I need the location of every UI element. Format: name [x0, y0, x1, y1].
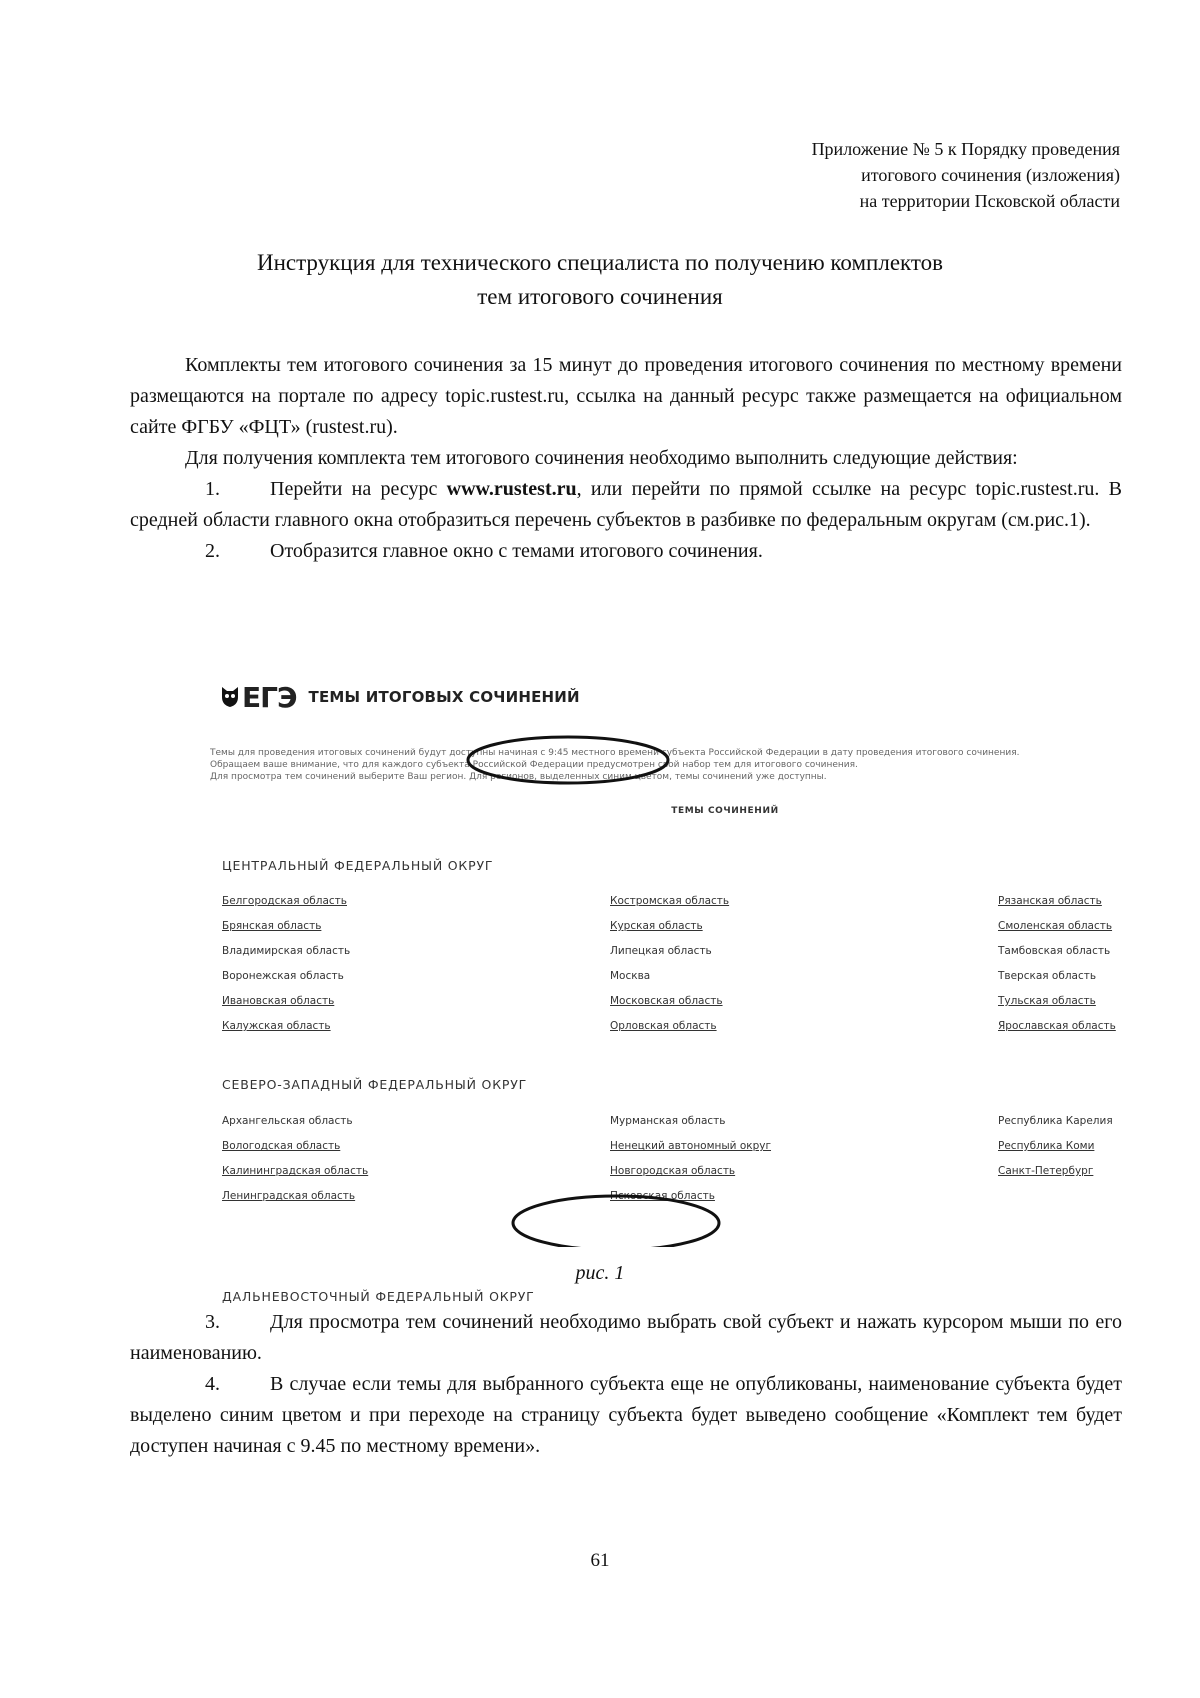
step-text: В случае если темы для выбранного субъекта еще не опубликованы, наименование субъекта будет выделено синим цветом и при переходе на страницу субъекта будет выведено сообщение «Комплект тем будет доступен начиная с 9.45 по местному времени».: [130, 1373, 1122, 1457]
step-number: 4.: [205, 1373, 220, 1395]
region-link[interactable]: Тульская область: [998, 995, 1096, 1007]
appendix-header: [600, 136, 1120, 214]
region-link[interactable]: Калужская область: [222, 1020, 331, 1032]
step-text: Отобразится главное окно с темами итогового сочинения.: [270, 540, 763, 562]
step-text-before: Перейти на ресурс: [270, 478, 447, 500]
region-link[interactable]: Брянская область: [222, 920, 322, 932]
appendix-line-1: Приложение № 5 к Порядку проведения: [811, 139, 1120, 159]
paragraph-actions: Для получения комплекта тем итогового сочинения необходимо выполнить следующие действия:: [185, 447, 1018, 469]
district-northwest: СЕВЕРО-ЗАПАДНЫЙ ФЕДЕРАЛЬНЫЙ ОКРУГ: [222, 1077, 528, 1092]
page-number: 61: [590, 1550, 610, 1571]
region-link[interactable]: Санкт-Петербург: [998, 1165, 1094, 1177]
body-section-bottom: [130, 1307, 1122, 1462]
site-title: ТЕМЫ ИТОГОВЫХ СОЧИНЕНИЙ: [308, 688, 580, 706]
region-link[interactable]: Орловская область: [610, 1020, 717, 1032]
notice-line-1: Темы для проведения итоговых сочинений будут доступны начиная с 9:45 местного времени субъекта Российской Федерации в дату проведения итогового сочинения.: [210, 748, 1020, 758]
body-section-top: [130, 350, 1122, 567]
ege-logo[interactable]: ЕГЭ: [242, 680, 297, 714]
site-header: [220, 677, 580, 717]
region-column: [610, 889, 729, 1039]
region-link[interactable]: Тверская область: [998, 970, 1097, 982]
region-link[interactable]: Вологодская область: [222, 1140, 341, 1152]
step-text-after: , или перейти по прямой ссылке на ресурс topic.rustest.ru. В средней области главного окна отобразиться перечень субъектов в разбивке по федеральным округам (см.рис.1).: [130, 478, 1122, 531]
step-number: 2.: [205, 540, 220, 562]
region-link[interactable]: Москва: [610, 970, 651, 982]
step-text: Для просмотра тем сочинений необходимо выбрать свой субъект и нажать курсором мыши по его наименованию.: [130, 1311, 1122, 1364]
notice-line-3: Для просмотра тем сочинений выберите Ваш регион. Для регионов, выделенных синим цветом, темы сочинений уже доступны.: [210, 772, 827, 782]
region-column: [222, 1109, 368, 1209]
region-link[interactable]: Новгородская область: [610, 1165, 736, 1177]
region-link[interactable]: Тамбовская область: [998, 945, 1111, 957]
region-column: [222, 889, 350, 1039]
region-link[interactable]: Республика Коми: [998, 1140, 1095, 1152]
region-link[interactable]: Калининградская область: [222, 1165, 369, 1177]
title-line-1: Инструкция для технического специалиста по получению комплектов: [256, 250, 944, 275]
step-3: [130, 1307, 1122, 1369]
region-link[interactable]: Липецкая область: [610, 945, 712, 957]
figure-caption: рис. 1: [575, 1262, 625, 1284]
district-far-east: ДАЛЬНЕВОСТОЧНЫЙ ФЕДЕРАЛЬНЫЙ ОКРУГ: [222, 1289, 535, 1304]
notice-line-2: Обращаем ваше внимание, что для каждого субъекта Российской Федерации предусмотрен свой набор тем для итогового сочинения.: [210, 760, 858, 770]
region-link[interactable]: Воронежская область: [222, 970, 344, 982]
region-link[interactable]: Мурманская область: [610, 1115, 726, 1127]
region-link[interactable]: Смоленская область: [998, 920, 1113, 932]
step-4: [130, 1369, 1122, 1462]
step-number: 3.: [205, 1311, 220, 1333]
region-column: [610, 1109, 771, 1209]
step-2: [130, 536, 1122, 567]
region-link[interactable]: Владимирская область: [222, 945, 351, 957]
paragraph-portal: Комплекты тем итогового сочинения за 15 минут до проведения итогового сочинения по местному времени размещаются на портале по адресу topic.rustest.ru, ссылка на данный ресурс также размещается на официальном сайте ФГБУ «ФЦТ» (rustest.ru).: [130, 354, 1122, 438]
owl-logo-icon: [220, 685, 240, 709]
region-link[interactable]: Ленинградская область: [222, 1190, 356, 1202]
title-line-2: тем итогового сочинения: [477, 284, 723, 309]
region-link[interactable]: Ненецкий автономный округ: [610, 1140, 772, 1152]
district-central: ЦЕНТРАЛЬНЫЙ ФЕДЕРАЛЬНЫЙ ОКРУГ: [222, 858, 494, 873]
document-title: [130, 246, 1070, 314]
region-link[interactable]: Архангельская область: [222, 1115, 353, 1127]
region-link[interactable]: Республика Карелия: [998, 1115, 1113, 1127]
step-1: [130, 474, 1122, 536]
rustest-url[interactable]: www.rustest.ru: [446, 478, 577, 500]
region-link[interactable]: Костромская область: [610, 895, 730, 907]
appendix-line-3: на территории Псковской области: [859, 191, 1120, 211]
step-number: 1.: [205, 478, 220, 500]
region-link[interactable]: Ярославская область: [998, 1020, 1116, 1032]
region-column: [998, 1109, 1113, 1184]
themes-heading: ТЕМЫ СОЧИНЕНИЙ: [671, 806, 779, 816]
region-link[interactable]: Ивановская область: [222, 995, 335, 1007]
region-column: [998, 889, 1116, 1039]
region-link[interactable]: Московская область: [610, 995, 723, 1007]
region-link[interactable]: Курская область: [610, 920, 703, 932]
region-link[interactable]: Псковская область: [610, 1190, 715, 1202]
appendix-line-2: итогового сочинения (изложения): [861, 165, 1120, 185]
region-link[interactable]: Белгородская область: [222, 895, 347, 907]
site-notice: [210, 747, 1140, 783]
region-link[interactable]: Рязанская область: [998, 895, 1102, 907]
